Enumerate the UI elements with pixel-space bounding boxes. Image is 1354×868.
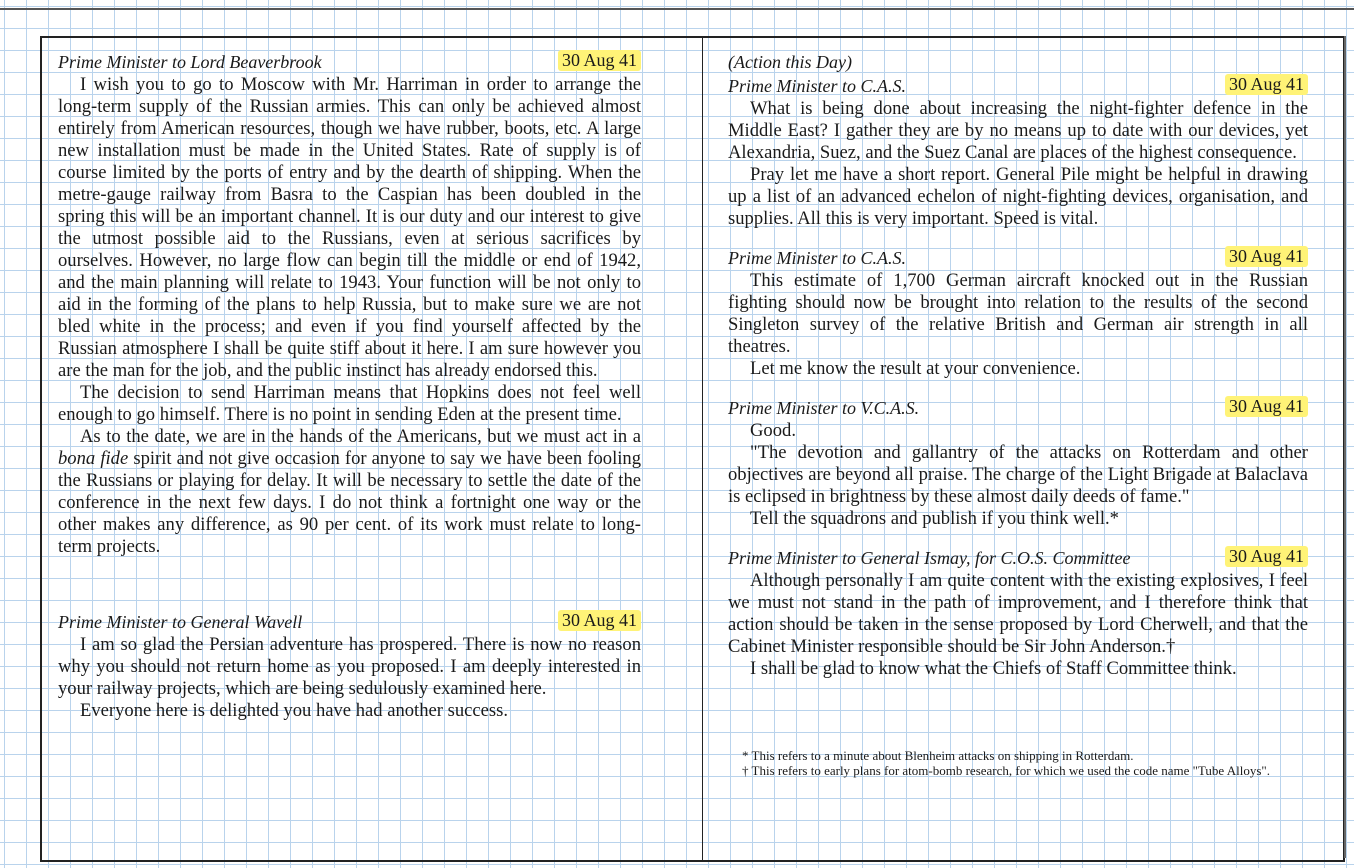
minute-date-highlight: 30 Aug 41 [558,50,641,71]
minute-paragraph: Let me know the result at your convenience. [750,358,1081,379]
minute-date-highlight: 30 Aug 41 [1225,396,1308,417]
paragraph-text: As to the date, we are in the hands of the Americans, but we must act in a [80,426,641,447]
minute-heading [724,246,1308,270]
paragraph-text: spirit and not give occasion for anyone to say we have been fooling the Russians or playing for delay. It will be necessary to settle the date of the conference in the next few days. I do not think a fortnight one way or the other makes any difference, as 90 per cent. of its work must relate to long-term projects. [58,448,641,557]
minute-paragraph: I wish you to go to Moscow with Mr. Harriman in order to arrange the long-term supply of the Russian armies. This can only be achieved almost entirely from American resources, though we have rubber, boots, etc. A large new installation must be made in the United States. Rate of supply is of course limited by the ports of entry and by the dearth of shipping. When the metre-gauge railway from Basra to the Caspian has been doubled in the spring this will be an important channel. It is our duty and our interest to give the utmost possible aid to the Russians, even at serious sacrifices by ourselves. However, no large flow can begin till the middle or end of 1942, and the main planning will relate to 1943. Your function will be not only to aid in the forming of the plans to help Russia, but to make sure we are not bled white in the process; and even if you find yourself affected by the Russian atmosphere I shall be quite stiff about it here. I am sure however you are the man for the job, and the public instinct has already endorsed this. [58,74,641,381]
minute-heading [724,546,1308,570]
minute-beaverbrook [54,50,641,558]
page-top-edge [0,0,1354,10]
minute-heading [724,396,1308,420]
right-column [724,52,1308,696]
minute-cas-night-fighter [724,74,1308,230]
minute-paragraph: Although personally I am quite content with the existing explosives, I feel we must not stand in the path of improvement, and I therefore think that action should be taken in the sense proposed by Lord Cherwell, and that the Cabinet Minister responsible should be Sir John Anderson.† [728,570,1308,657]
minute-addressee: Prime Minister to Lord Beaverbrook [58,52,322,72]
footnote: * This refers to a minute about Blenheim attacks on shipping in Rotterdam. [742,748,1134,763]
minute-addressee: Prime Minister to C.A.S. [728,248,906,268]
minute-paragraph: Everyone here is delighted you have had another success. [80,700,509,721]
minute-cas-aircraft-estimate [724,246,1308,380]
minute-paragraph: "The devotion and gallantry of the attacks on Rotterdam and other objectives are beyond all praise. The charge of the Light Brigade at Balaclava is eclipsed in brightness by these almost daily deeds of fame." [728,442,1308,507]
italic-phrase: bona fide [58,448,129,469]
page-edge-line [1344,36,1346,858]
minute-paragraph: This estimate of 1,700 German aircraft knocked out in the Russian fighting should now be brought into relation to the results of the second Singleton survey of the relative British and German air strength in all theatres. [728,270,1308,357]
action-this-day-note: (Action this Day) [728,52,852,72]
minute-wavell [54,610,641,722]
minute-date-highlight: 30 Aug 41 [558,610,641,631]
minute-vcas [724,396,1308,530]
minute-addressee: Prime Minister to V.C.A.S. [728,398,920,418]
minute-addressee: Prime Minister to C.A.S. [728,76,906,96]
minute-paragraph: Pray let me have a short report. General Pile might be helpful in drawing up a list of an advanced echelon of night-fighting devices, organisation, and supplies. All this is very important. Speed is vital. [728,164,1308,229]
minute-heading [54,50,641,74]
minute-paragraph: What is being done about increasing the night-fighter defence in the Middle East? I gather they are by no means up to date with our devices, yet Alexandria, Suez, and the Suez Canal are places of the highest consequence. [728,98,1308,163]
footnote: † This refers to early plans for atom-bomb research, for which we used the code name "Tube Alloys". [742,763,1270,778]
minute-addressee: Prime Minister to General Wavell [58,612,303,632]
minute-paragraph: I am so glad the Persian adventure has prospered. There is now no reason why you should not return home as you proposed. I am deeply interested in your railway projects, which are being sedulously examined here. [58,634,641,699]
footnotes [724,748,1308,778]
minute-date-highlight: 30 Aug 41 [1225,546,1308,567]
minute-ismay [724,546,1308,680]
minute-paragraph: I shall be glad to know what the Chiefs of Staff Committee think. [750,658,1237,679]
minute-paragraph [54,426,641,558]
minute-date-highlight: 30 Aug 41 [1225,246,1308,267]
minute-paragraph: Good. [750,420,796,441]
minute-date-highlight: 30 Aug 41 [1225,74,1308,95]
minute-heading [54,610,641,634]
minute-paragraph: The decision to send Harriman means that Hopkins does not feel well enough to go himself. There is no point in sending Eden at the present time. [58,382,641,425]
minute-paragraph: Tell the squadrons and publish if you think well.* [750,508,1119,529]
minute-addressee: Prime Minister to General Ismay, for C.O.S. Committee [728,548,1131,568]
left-column [54,50,641,738]
minute-heading [724,74,1308,98]
